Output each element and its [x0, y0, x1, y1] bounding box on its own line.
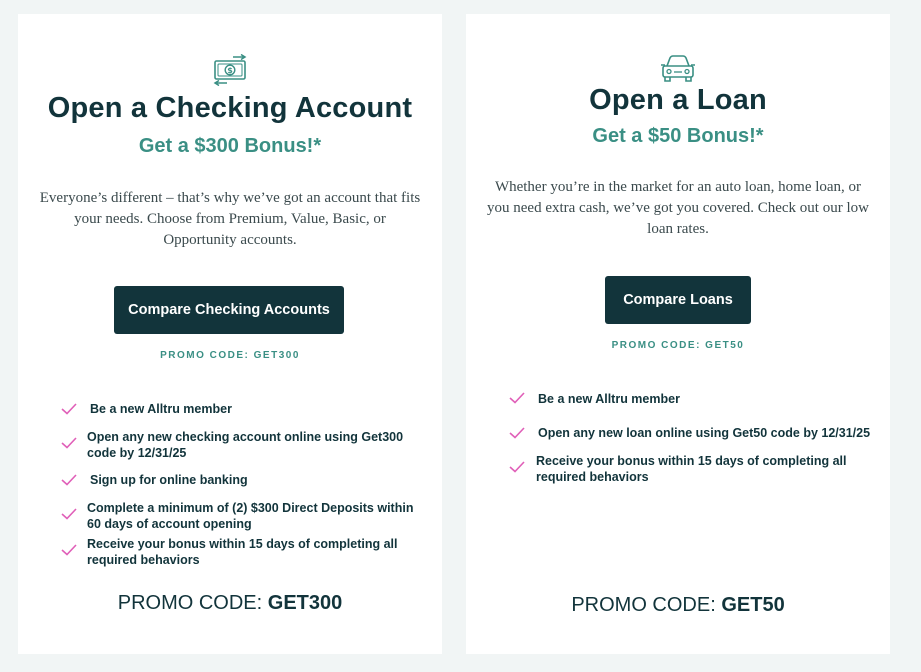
checkmark-icon	[509, 392, 525, 404]
checkmark-icon	[61, 437, 77, 449]
checking-description: Everyone’s different – that’s why we’ve got an account that fits your needs. Choose from Premium, Value, Basic, or Opportunity accounts.	[39, 190, 421, 248]
money-exchange-icon	[18, 54, 442, 86]
checking-requirement-4: Complete a minimum of (2) $300 Direct Deposits within 60 days of account opening	[87, 501, 414, 531]
checkmark-icon	[61, 508, 77, 520]
loan-promo-code-small: PROMO CODE: GET50	[611, 340, 745, 351]
checking-subtitle: Get a $300 Bonus!*	[138, 135, 322, 157]
loan-requirement-1: Be a new Alltru member	[538, 392, 680, 406]
checking-account-card	[18, 14, 442, 654]
checking-requirement-1: Be a new Alltru member	[90, 402, 232, 416]
checkmark-icon	[61, 544, 77, 556]
checking-promo-code-large: PROMO CODE: GET300	[117, 592, 343, 614]
compare-checking-accounts-button[interactable]: Compare Checking Accounts	[114, 286, 344, 334]
checking-requirement-2: Open any new checking account online using Get300 code by 12/31/25	[87, 430, 404, 460]
loan-title: Open a Loan	[589, 84, 767, 116]
checking-title: Open a Checking Account	[47, 92, 413, 124]
loan-subtitle: Get a $50 Bonus!*	[592, 125, 764, 147]
checkmark-icon	[61, 403, 77, 415]
checkmark-icon	[509, 427, 525, 439]
checkmark-icon	[61, 474, 77, 486]
loan-requirement-2: Open any new loan online using Get50 code by 12/31/25	[538, 426, 871, 440]
loan-requirement-3: Receive your bonus within 15 days of completing all required behaviors	[536, 454, 847, 484]
loan-promo-code-large: PROMO CODE: GET50	[571, 594, 785, 616]
loan-card	[466, 14, 890, 654]
checking-requirement-3: Sign up for online banking	[90, 473, 248, 487]
checking-promo-code-small: PROMO CODE: GET300	[160, 350, 300, 361]
compare-loans-button[interactable]: Compare Loans	[605, 276, 751, 324]
checking-requirement-5: Receive your bonus within 15 days of completing all required behaviors	[87, 537, 398, 567]
car-icon	[466, 54, 890, 84]
checkmark-icon	[509, 461, 525, 473]
svg-text:$: $	[227, 66, 233, 75]
loan-description: Whether you’re in the market for an auto loan, home loan, or you need extra cash, we’ve got you covered. Check out our low loan rates.	[487, 179, 869, 237]
